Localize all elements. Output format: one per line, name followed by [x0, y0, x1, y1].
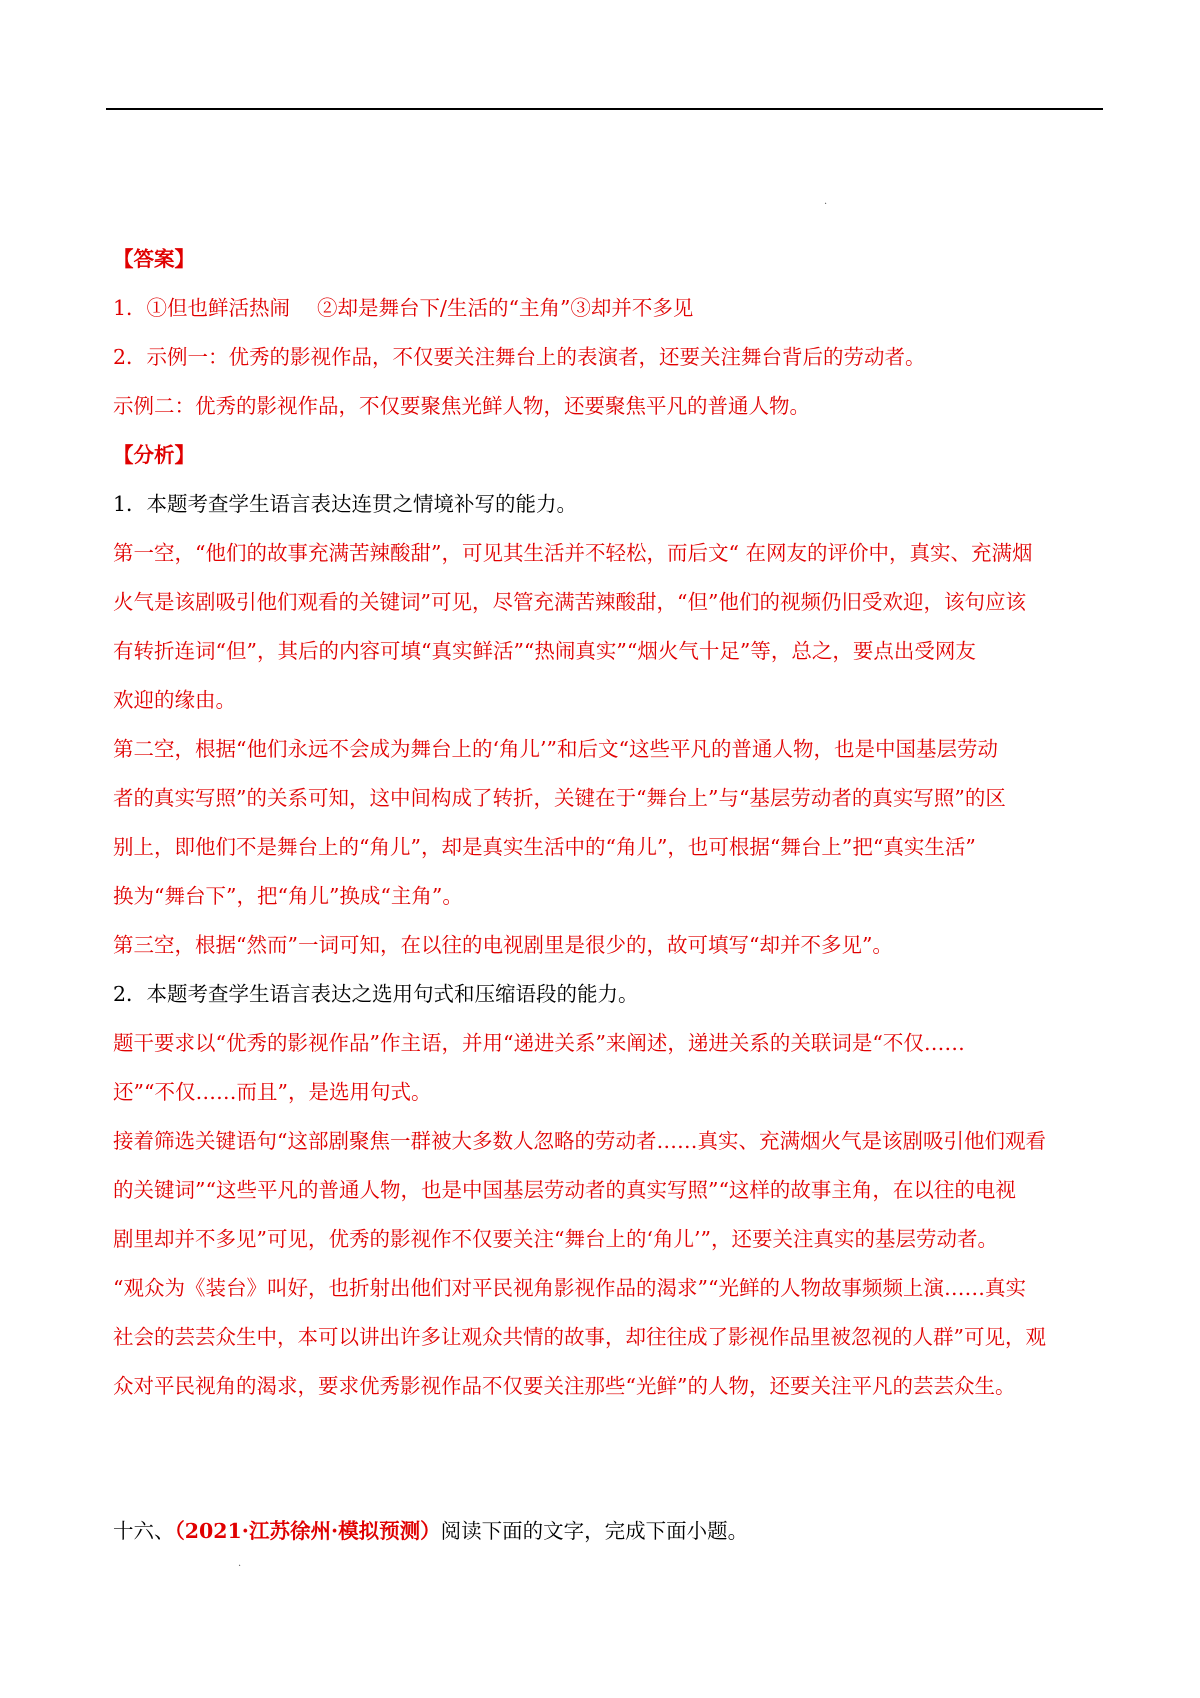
analysis-q2-para2 — [113, 1117, 1103, 1411]
question-instruction: 阅读下面的文字，完成下面小题。 — [440, 1519, 749, 1543]
next-question-title — [113, 1507, 1103, 1556]
text-line: 题干要求以“优秀的影视作品”作主语，并用“递进关系”来阐述，递进关系的关联词是“不仅…… — [113, 1031, 965, 1055]
text-line: 的关键词”“这些平凡的普通人物，也是中国基层劳动者的真实写照”“这样的故事主角，在以往的电视 — [113, 1178, 1016, 1202]
text-line: 火气是该剧吸引他们观看的关键词”可见，尽管充满苦辣酸甜，“但”他们的视频仍旧受欢迎，该句应该 — [113, 590, 1026, 614]
text-line: 欢迎的缘由。 — [113, 688, 236, 712]
scan-dot-mark: · — [824, 199, 828, 210]
analysis-q1-blank1 — [113, 529, 1103, 725]
answer-line-2: 2．示例一：优秀的影视作品，不仅要关注舞台上的表演者，还要关注舞台背后的劳动者。 — [113, 345, 926, 369]
page-content — [113, 235, 1103, 1556]
analysis-section — [113, 431, 1103, 1411]
answer-line-3: 示例二：优秀的影视作品，不仅要聚焦光鲜人物，还要聚焦平凡的普通人物。 — [113, 394, 810, 418]
answer-section — [113, 235, 1103, 431]
answer-heading: 【答案】 — [113, 247, 195, 271]
text-line: 众对平民视角的渴求，要求优秀影视作品不仅要关注那些“光鲜”的人物，还要关注平凡的芸芸众生。 — [113, 1374, 1016, 1398]
analysis-heading: 【分析】 — [113, 443, 195, 467]
question-source: （2021·江苏徐州·模拟预测） — [174, 1519, 441, 1543]
text-line: 接着筛选关键语句“这部剧聚焦一群被大多数人忽略的劳动者……真实、充满烟火气是该剧吸引他们观看 — [113, 1129, 1046, 1153]
scan-dot-mark-lower: · — [238, 1561, 242, 1572]
text-line: 有转折连词“但”，其后的内容可填“真实鲜活”“热闹真实”“烟火气十足”等，总之，要点出受网友 — [113, 639, 976, 663]
text-line: 换为“舞台下”，把“角儿”换成“主角”。 — [113, 884, 463, 908]
analysis-q1-blank2 — [113, 725, 1103, 921]
text-line: 者的真实写照”的关系可知，这中间构成了转折，关键在于“舞台上”与“基层劳动者的真实写照”的区 — [113, 786, 1006, 810]
answer-line-1: 1．①但也鲜活热闹 ②却是舞台下/生活的“主角”③却并不多见 — [113, 296, 694, 320]
text-line: “观众为《装台》叫好，也折射出他们对平民视角影视作品的渴求”“光鲜的人物故事频频上演……真实 — [113, 1276, 1026, 1300]
text-line: 别上，即他们不是舞台上的“角儿”，却是真实生活中的“角儿”，也可根据“舞台上”把“真实生活” — [113, 835, 976, 859]
text-line: 社会的芸芸众生中，本可以讲出许多让观众共情的故事，却往往成了影视作品里被忽视的人群”可见，观 — [113, 1325, 1046, 1349]
text-line: 第一空，“他们的故事充满苦辣酸甜”，可见其生活并不轻松，而后文“ 在网友的评价中，真实、充满烟 — [113, 541, 1033, 565]
text-line: 剧里却并不多见”可见，优秀的影视作不仅要关注“舞台上的‘角儿’”，还要关注真实的基层劳动者。 — [113, 1227, 998, 1251]
text-line: 第二空，根据“他们永远不会成为舞台上的‘角儿’”和后文“这些平凡的普通人物，也是中国基层劳动 — [113, 737, 998, 761]
text-line: 还”“不仅……而且”，是选用句式。 — [113, 1080, 432, 1104]
header-rule — [106, 108, 1103, 110]
analysis-q1-blank3: 第三空，根据“然而”一词可知，在以往的电视剧里是很少的，故可填写“却并不多见”。 — [113, 933, 893, 957]
section-spacer — [113, 1411, 1103, 1507]
analysis-q1-intro: 1．本题考查学生语言表达连贯之情境补写的能力。 — [113, 492, 578, 516]
analysis-q2-para1 — [113, 1019, 1103, 1117]
question-number: 十六、 — [113, 1519, 175, 1543]
analysis-q2-intro: 2．本题考查学生语言表达之选用句式和压缩语段的能力。 — [113, 982, 639, 1006]
